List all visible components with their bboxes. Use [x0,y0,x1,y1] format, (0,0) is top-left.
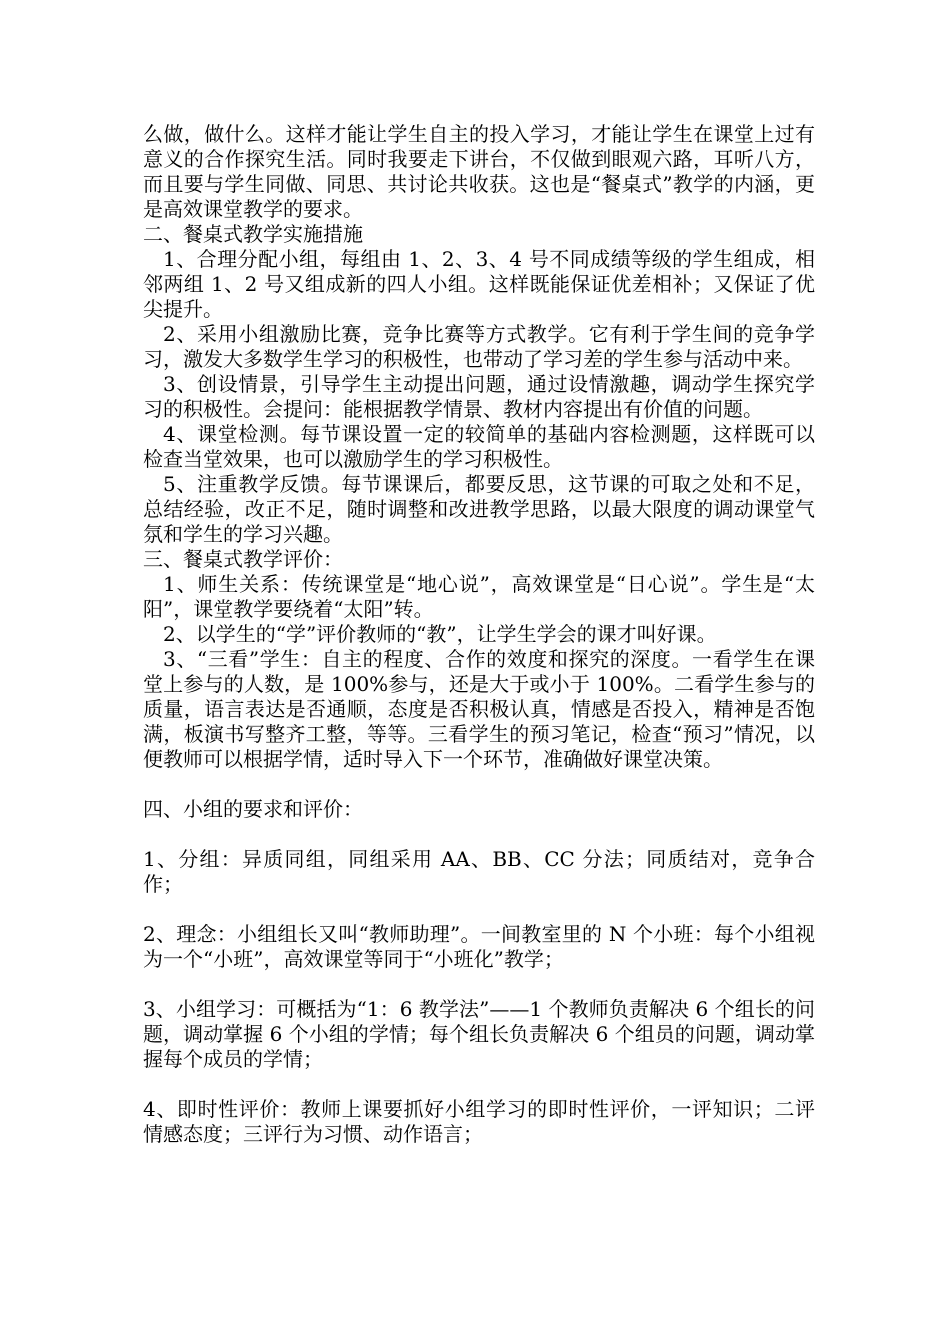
group-item-1: 1、分组：异质同组，同组采用 AA、BB、CC 分法；同质结对，竞争合作； [143,847,815,896]
measure-item-3: 3、创设情景，引导学生主动提出问题，通过设情激趣，调动学生探究学习的积极性。会提问：能根据教学情景、教材内容提出有价值的问题。 [143,372,815,421]
measure-item-1: 1、合理分配小组，每组由 1、2、3、4 号不同成绩等级的学生组成，相邻两组 1、2 号又组成新的四人小组。这样既能保证优差相补；又保证了优尖提升。 [143,247,815,321]
measure-item-4: 4、课堂检测。每节课设置一定的较简单的基础内容检测题，这样既可以检查当堂效果，也可以激励学生的学习积极性。 [143,422,815,471]
group-item-4: 4、即时性评价：教师上课要抓好小组学习的即时性评价，一评知识；二评情感态度；三评行为习惯、动作语言； [143,1097,815,1146]
evaluation-item-2: 2、以学生的“学”评价教师的“教”，让学生学会的课才叫好课。 [163,622,717,646]
measure-item-2: 2、采用小组激励比赛，竞争比赛等方式教学。它有利于学生间的竞争学习，激发大多数学生学习的积极性，也带动了学习差的学生参与活动中来。 [143,322,815,371]
document-page [143,122,815,1147]
intro-paragraph: 么做，做什么。这样才能让学生自主的投入学习，才能让学生在课堂上过有意义的合作探究生活。同时我要走下讲台，不仅做到眼观六路，耳听八方，而且要与学生同做、同思、共讨论共收获。这也是“餐桌式”教学的内涵，更是高效课堂教学的要求。 [143,122,815,221]
section-heading-3: 三、餐桌式教学评价： [143,547,343,571]
group-item-2: 2、理念：小组组长又叫“教师助理”。一间教室里的 N 个小班：每个小组视为一个“小班”，高效课堂等同于“小班化”教学； [143,922,815,971]
group-item-3: 3、小组学习：可概括为“1：6 教学法”——1 个教师负责解决 6 个组长的问题，调动掌握 6 个小组的学情；每个组长负责解决 6 个组员的问题，调动掌握每个成员的学情； [143,997,815,1071]
evaluation-item-1: 1、师生关系：传统课堂是“地心说”，高效课堂是“日心说”。学生是“太阳”，课堂教学要绕着“太阳”转。 [143,572,815,621]
section-heading-2: 二、餐桌式教学实施措施 [143,222,363,246]
evaluation-item-3: 3、“三看”学生：自主的程度、合作的效度和探究的深度。一看学生在课堂上参与的人数，是 100%参与，还是大于或小于 100%。二看学生参与的质量，语言表达是否通顺，态度是否积极认真，情感是否投入，精神是否饱满，板演书写整齐工整，等等。三看学生的预习笔记，检查“预习”情况，以便教师可以根据学情，适时导入下一个环节，准确做好课堂决策。 [143,647,815,771]
section-heading-4: 四、小组的要求和评价： [143,797,363,821]
measure-item-5: 5、注重教学反馈。每节课课后，都要反思，这节课的可取之处和不足，总结经验，改正不足，随时调整和改进教学思路，以最大限度的调动课堂气氛和学生的学习兴趣。 [143,472,815,546]
